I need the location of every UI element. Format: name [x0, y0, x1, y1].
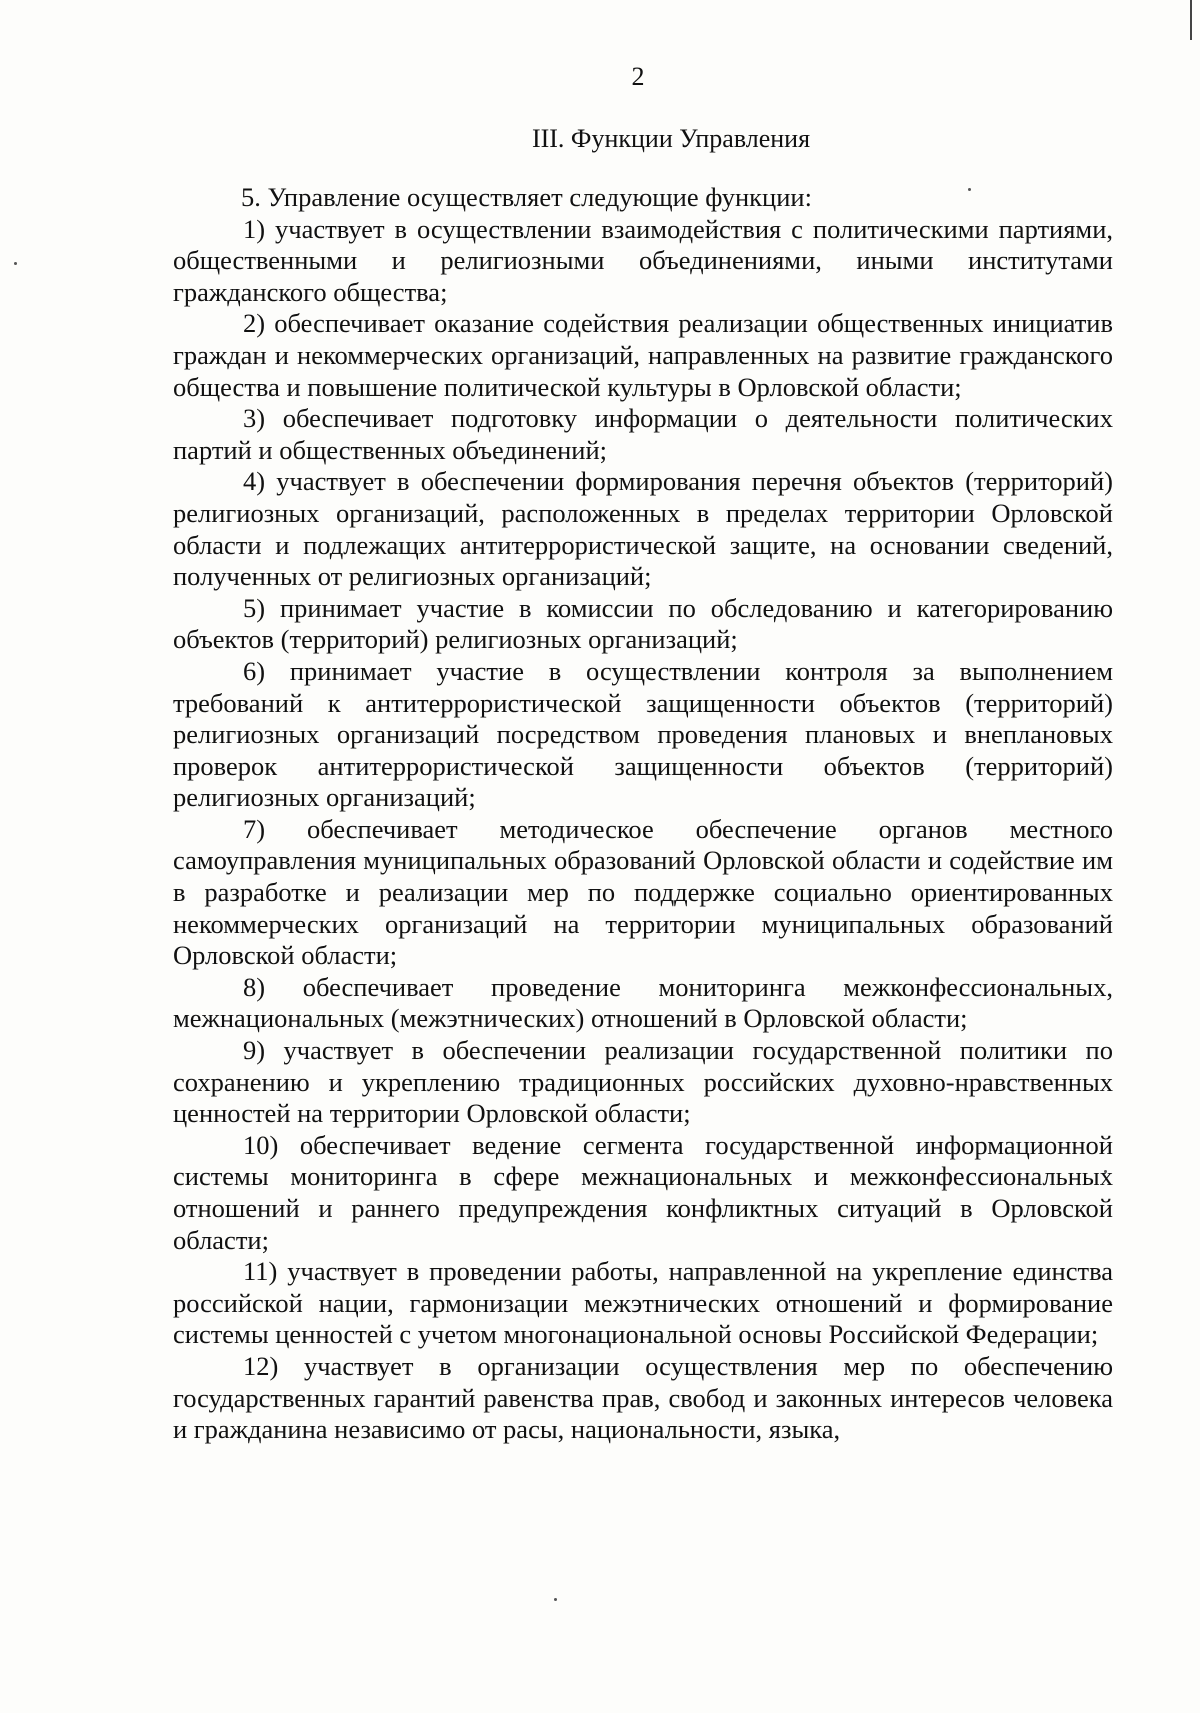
- list-item: 4) участвует в обеспечении формирования перечня объектов (территорий) религиозных организаций, расположенных в пределах территории Орловской области и подлежащих антитеррористической защите, на основании сведений, полученных от религиозных организаций;: [173, 466, 1113, 592]
- list-item: 3) обеспечивает подготовку информации о деятельности политических партий и общественных объединений;: [173, 403, 1113, 465]
- list-item: 10) обеспечивает ведение сегмента государственной информационной системы мониторинга в сфере межнациональных и межконфессиональных отношений и раннего предупреждения конфликтных ситуаций в Орловской области;: [173, 1129, 1113, 1255]
- section-heading: III. Функции Управления: [531, 124, 811, 153]
- list-item: 8) обеспечивает проведение мониторинга межконфессиональных, межнациональных (межэтнических) отношений в Орловской области;: [173, 971, 1113, 1034]
- list-item: 1) участвует в осуществлении взаимодействия с политическими партиями, общественными и религиозными объединениями, иными институтами гражданского общества;: [173, 213, 1113, 307]
- document-body: [173, 182, 1113, 1446]
- list-item: 12) участвует в организации осуществления мер по обеспечению государственных гарантий равенства прав, свобод и законных интересов человека и гражданина независимо от расы, национальности, языка,: [173, 1350, 1113, 1445]
- list-item: 6) принимает участие в осуществлении контроля за выполнением требований к антитеррористической защищенности объектов (территорий) религиозных организаций посредством проведения плановых и внеплановых проверок антитеррористической защищенности объектов (территорий) религиозных организаций;: [173, 655, 1113, 813]
- page-number: 2: [631, 62, 645, 91]
- scan-edge-mark: [1190, 0, 1192, 40]
- intro-paragraph: 5. Управление осуществляет следующие функции:: [241, 182, 812, 212]
- list-item: 11) участвует в проведении работы, направленной на укрепление единства российской нации, гармонизации межэтнических отношений и формирование системы ценностей с учетом многонациональной основы Российской Федерации;: [173, 1256, 1113, 1350]
- list-item: 7) обеспечивает методическое обеспечение органов местного самоуправления муниципальных образований Орловской области и содействие им в разработке и реализации мер по поддержке социально ориентированных некоммерческих организаций на территории муниципальных образований Орловской области;: [173, 813, 1113, 971]
- scan-speck: [554, 1598, 557, 1601]
- list-item: 5) принимает участие в комиссии по обследованию и категорированию объектов (территорий) религиозных организаций;: [173, 592, 1113, 655]
- list-item: 9) участвует в обеспечении реализации государственной политики по сохранению и укреплению традиционных российских духовно-нравственных ценностей на территории Орловской области;: [173, 1035, 1113, 1129]
- list-item: 2) обеспечивает оказание содействия реализации общественных инициатив граждан и некоммерческих организаций, направленных на развитие гражданского общества и повышение политической культуры в Орловской области;: [173, 308, 1113, 402]
- scan-speck: [14, 262, 17, 265]
